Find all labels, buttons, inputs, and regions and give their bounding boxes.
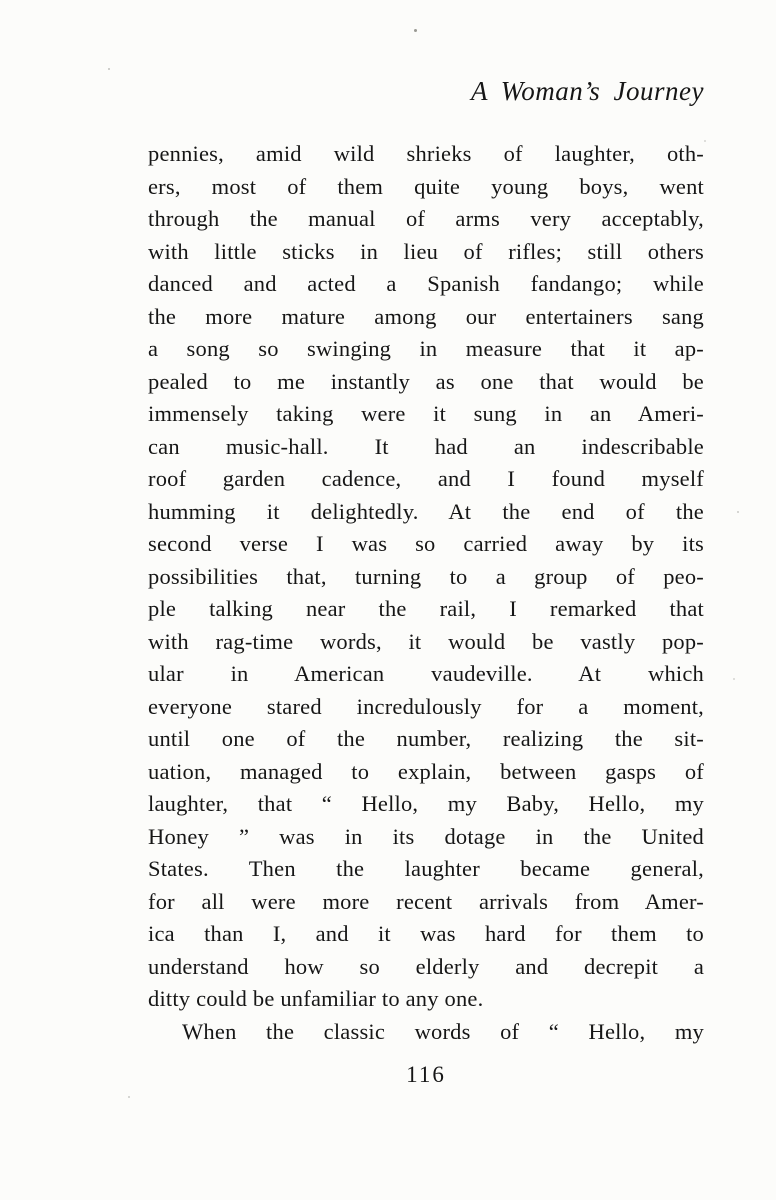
scan-speck: [737, 511, 739, 513]
scan-speck: [733, 678, 735, 680]
text-line: When the classic words of “ Hello, my: [182, 1018, 704, 1044]
text-line: the more mature among our entertainers sang: [148, 303, 704, 329]
text-line: ica than I, and it was hard for them to: [148, 921, 704, 946]
scan-speck: [704, 140, 706, 142]
scan-speck: [414, 29, 417, 32]
text-line: roof garden cadence, and I found myself: [148, 466, 704, 491]
text-line: laughter, that “ Hello, my Baby, Hello, my: [148, 791, 704, 816]
text-line: States. Then the laughter became general,: [148, 856, 704, 881]
text-line: understand how so elderly and decrepit a: [148, 953, 704, 979]
text-line: danced and acted a Spanish fandango; while: [148, 271, 704, 296]
scan-speck: [108, 68, 110, 70]
text-line: everyone stared incredulously for a moment,: [148, 693, 704, 719]
text-line: ditty could be unfamiliar to any one.: [148, 986, 484, 1011]
text-line: ers, most of them quite young boys, went: [148, 173, 704, 199]
text-line: pennies, amid wild shrieks of laughter, oth-: [148, 141, 704, 166]
text-line: uation, managed to explain, between gasps of: [148, 758, 704, 784]
text-line: with little sticks in lieu of rifles; still others: [148, 238, 704, 264]
text-line: possibilities that, turning to a group of peo-: [148, 563, 704, 589]
text-line: ular in American vaudeville. At which: [148, 661, 704, 686]
text-line: for all were more recent arrivals from Amer-: [148, 888, 704, 914]
text-line: through the manual of arms very acceptably,: [148, 206, 704, 231]
text-line: a song so swinging in measure that it ap-: [148, 336, 704, 361]
text-line: immensely taking were it sung in an Ameri-: [148, 401, 704, 426]
running-header-title: A Woman’s Journey: [471, 76, 704, 106]
text-line: second verse I was so carried away by its: [148, 531, 704, 556]
text-line: ple talking near the rail, I remarked that: [148, 596, 704, 621]
text-line: pealed to me instantly as one that would be: [148, 368, 704, 394]
text-line: until one of the number, realizing the sit-: [148, 726, 704, 751]
scan-speck: [128, 1096, 130, 1098]
text-line: Honey ” was in its dotage in the United: [148, 823, 704, 849]
text-line: can music-hall. It had an indescribable: [148, 433, 704, 459]
text-line: humming it delightedly. At the end of the: [148, 498, 704, 524]
page-number: 116: [406, 1062, 446, 1087]
body-text: [148, 138, 704, 1048]
text-line: with rag-time words, it would be vastly pop-: [148, 628, 704, 654]
